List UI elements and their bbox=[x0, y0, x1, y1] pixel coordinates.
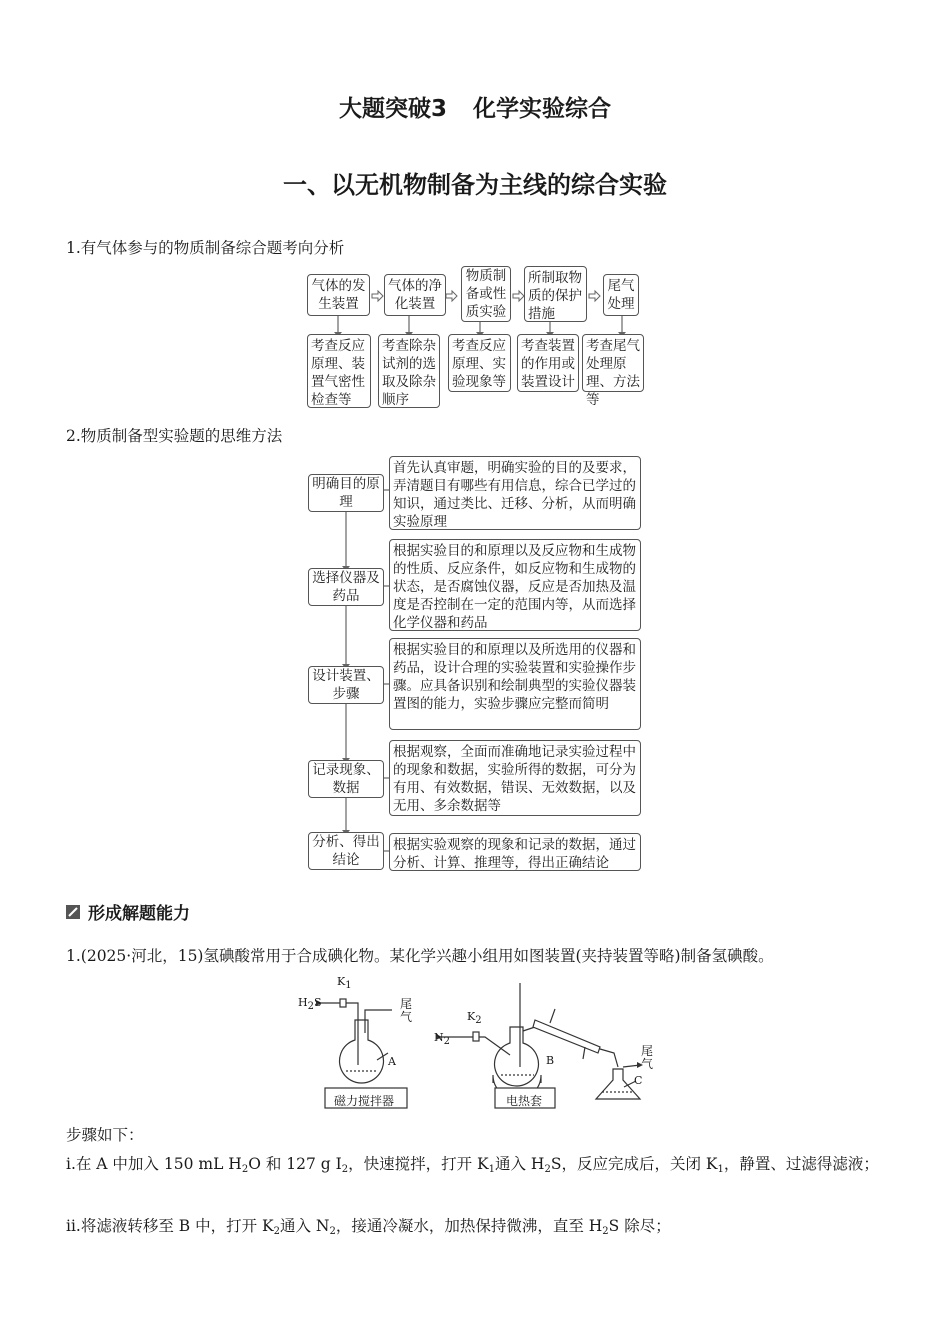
step-label-4: 记录现象、数据 bbox=[308, 760, 384, 798]
label-c: C bbox=[634, 1074, 643, 1087]
label-tail-gas-1: 尾气 bbox=[400, 997, 413, 1024]
step-i-text: ⅰ.在 A 中加入 150 mL $H_2O$ 和 127 g $I_2$，快速搅拌，打开 $K_1$通入 $H_2S$，反应完成后，关闭 $K_1$，静置、过滤得滤液； bbox=[66, 1155, 879, 1175]
flow-top-preparation: 物质制备或性质实验 bbox=[461, 266, 511, 322]
label-heater: 电热套 bbox=[506, 1094, 543, 1108]
main-title: 大题突破3 化学实验综合 bbox=[338, 96, 611, 122]
step-desc-1: 首先认真审题，明确实验的目的及要求，弄清题目有哪些有用信息，综合已学过的知识，通过类比、迁移、分析，从而明确实验原理 bbox=[389, 456, 641, 530]
flow-bottom-4: 考查装置的作用或装置设计 bbox=[517, 334, 579, 392]
step-desc-3: 根据实验目的和原理以及所选用的仪器和药品，设计合理的实验装置和实验操作步骤。应具备识别和绘制典型的实验仪器装置图的能力，实验步骤应完整而简明 bbox=[389, 638, 641, 730]
label-tail-gas-2: 尾气 bbox=[641, 1044, 654, 1071]
label-a: A bbox=[388, 1055, 396, 1068]
flow-top-protection: 所制取物质的保护措施 bbox=[524, 266, 587, 322]
label-b: B bbox=[546, 1054, 555, 1067]
question-1-stem: 1.(2025·河北，15)氢碘酸常用于合成碘化物。某化学兴趣小组用如图装置(夹持装置等略)制备氢碘酸。 bbox=[66, 947, 774, 965]
section-title: 一、以无机物制备为主线的综合实验 bbox=[283, 171, 667, 199]
step-label-5: 分析、得出结论 bbox=[308, 832, 384, 870]
label-n2: $N_2$ bbox=[434, 1031, 450, 1047]
step-label-2: 选择仪器及药品 bbox=[308, 568, 384, 606]
flow-top-gas-purification: 气体的净化装置 bbox=[384, 274, 446, 316]
steps-label: 步骤如下： bbox=[66, 1126, 144, 1144]
step-desc-5: 根据实验观察的现象和记录的数据，通过分析、计算、推理等，得出正确结论 bbox=[389, 833, 641, 871]
flow-bottom-5: 考查尾气处理原理、方法等 bbox=[582, 334, 644, 392]
step-label-3: 设计装置、步骤 bbox=[308, 666, 384, 704]
section2-heading: 2.物质制备型实验题的思维方法 bbox=[66, 427, 283, 445]
label-stirrer: 磁力搅拌器 bbox=[334, 1094, 395, 1108]
section3-heading: 形成解题能力 bbox=[66, 899, 190, 924]
label-k1: $K_1$ bbox=[337, 975, 352, 991]
pencil-icon bbox=[66, 905, 80, 919]
flow-top-gas-generation: 气体的发生装置 bbox=[307, 274, 370, 316]
section1-heading: 1.有气体参与的物质制备综合题考向分析 bbox=[66, 239, 345, 257]
flow-bottom-2: 考查除杂试剂的选取及除杂顺序 bbox=[378, 334, 440, 408]
flow-bottom-1: 考查反应原理、装置气密性检查等 bbox=[307, 334, 371, 408]
step-desc-2: 根据实验目的和原理以及反应物和生成物的性质、反应条件，如反应物和生成物的状态，是否腐蚀仪器，反应是否加热及温度是否控制在一定的范围内等，从而选择化学仪器和药品 bbox=[389, 539, 641, 631]
flow-top-tail-gas: 尾气处理 bbox=[603, 274, 639, 316]
step-label-1: 明确目的原理 bbox=[308, 474, 384, 512]
flow-bottom-3: 考查反应原理、实验现象等 bbox=[448, 334, 511, 392]
step-desc-4: 根据观察，全面而准确地记录实验过程中的现象和数据，实验所得的数据，可分为有用、有效数据，错误、无效数据，以及无用、多余数据等 bbox=[389, 740, 641, 816]
label-h2s: $H_2S$ bbox=[298, 996, 322, 1012]
step-ii-text: ⅱ.将滤液转移至 B 中，打开 $K_2$通入 $N_2$，接通冷凝水，加热保持微沸，直至 $H_2S$ 除尽； bbox=[66, 1217, 671, 1237]
label-k2: $K_2$ bbox=[467, 1010, 482, 1026]
